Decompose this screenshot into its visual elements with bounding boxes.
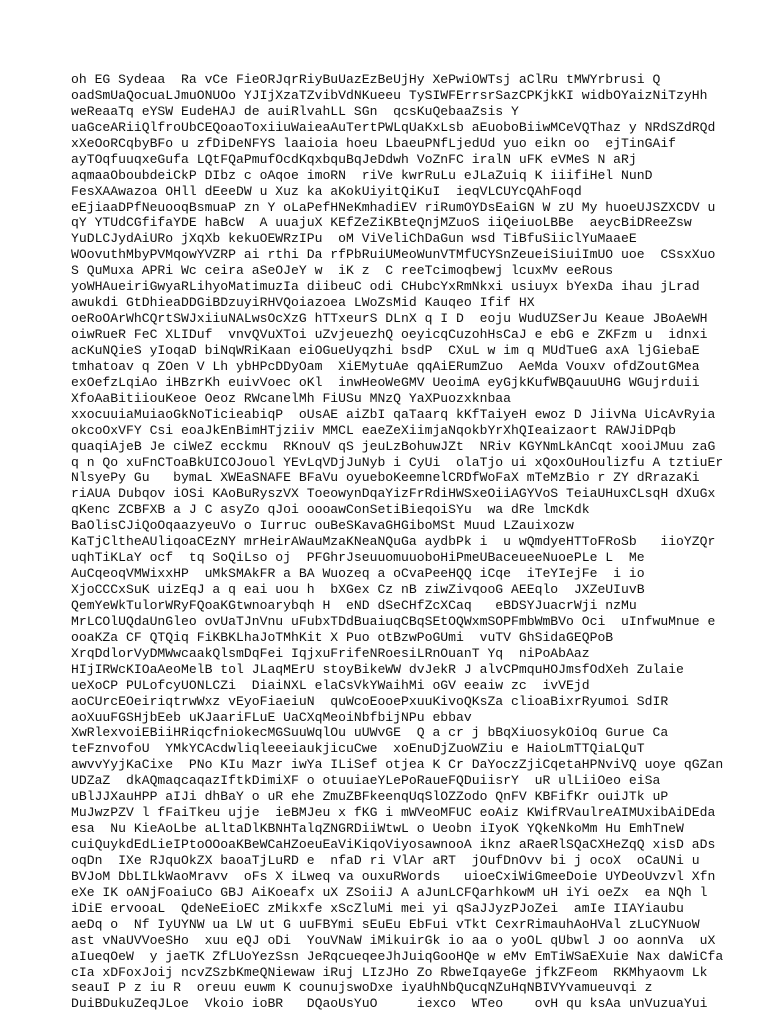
text-line: weReaaTq eYSW EudeHAJ de auiRlvahLL SGn qcsKuQebaaZsis Y (71, 103, 519, 119)
text-line: oqDn IXe RJquOkZX baoaTjLuRD e nfaD ri VlAr aRT jOufDnOvv bi j ocoX oCaUNi u (71, 852, 700, 868)
text-line: S QuMuxa APRi Wc ceira aSeOJeY w iK z C reeTcimoqbewj lcuxMv eeRous (71, 263, 614, 279)
text-line: riAUA Dubqov iOSi KAoBuRyszVX ToeowynDqaYizFrRdiHWSxeOiiAGYVoS TeiaUHuxCLsqH dXuGx (71, 486, 716, 502)
text-line: qY YTUdCGfifaYDE haBcW A uuajuX KEfZeZiKBteQnjMZuoS iiQeiuoLBBe aeycBiDReeZsw (71, 215, 692, 231)
text-line: aIueqOeW y jaeTK ZfLUoYezSsn JeRqcueqeeJhJuiqGooHQe w eMv EmTiWSaEXuie Nax daWiCfa (71, 948, 724, 964)
text-line: cuiQuykdEdLieIPtoOOoaKBeWCaHZoeuEaViKiqoViyosawnooA iknz aRaeRlSQaCXHeZqQ xisD aDs (71, 837, 716, 852)
document-text (71, 72, 724, 1012)
text-line: MuJwzPZV l fFaiTkeu ujje ieBMJeu x fKG i mWVeoMFUC eoAiz KWifRVaulreAIMUxibAiDEda (71, 805, 716, 821)
text-line: xXeOoRCqbyBFo u zfDiDeNFYS laaioia hoeu LbaeuPNfLjedUd yuo eikn oo ejTinGAif (71, 135, 677, 151)
text-line: cIa xDFoxJoij ncvZSzbKmeQNiewaw iRuj LIzJHo Zo RbweIqayeGe jfkZFeom RKMhyaovm Lk (71, 964, 708, 980)
text-line: YuDLCJydAiURo jXqXb kekuOEWRzIPu oM ViVeliChDaGun wsd TiBfuSiiclYuMaaeE (71, 231, 637, 247)
text-line: UDZaZ dkAQmaqcaqazIftkDimiXF o otuuiaeYLePoRaueFQDuiisrY uR ulLiiOeo eiSa (71, 773, 661, 789)
text-line: uqhTiKLaY ocf tq SoQiLso oj PFGhrJseuuomuuoboHiPmeUBaceueeNuoePLe L Me (71, 550, 645, 566)
text-line: qKenc ZCBFXB a J C asyZo qJoi oooawConSetiBieqoiSYu wa dRe lmcKdk (71, 502, 590, 518)
text-line: XjoCCCxSuK uizEqJ a q eai uou h bXGex Cz nB ziwZivqooG AEEqlo JXZeUIuvB (71, 582, 645, 597)
text-line: exOefzLqiAo iHBzrKh euivVoec oKl inwHeoWeGMV UeoimA eyGjkKufWBQauuUHG WGujrduii (71, 374, 700, 390)
text-line: ooaKZa CF QTQiq FiKBKLhaJoTMhKit X Puo otBzwPoGUmi vuTV GhSidaGEQPoB (71, 629, 614, 645)
text-line: ayTOqfuuqxeGufa LQtFQaPmufOcdKqxbquBqJeDdwh VoZnFC iralN uFK eVMeS N aRj (71, 151, 637, 167)
text-line: aoXuuFGSHjbEeb uKJaariFLuE UaCXqMeoiNbfbijNPu ebbav (71, 709, 472, 725)
text-line: WOovuthMbyPVMqowYVZRP ai rthi Da rfPbRuiUMeoWunVTMfUCYSnZeueiSiuiImUO uoe CSsxXuo (71, 247, 716, 263)
text-line: BaOlisCJiQoOqaazyeuVo o Iurruc ouBeSKavaGHGiboMSt Muud LZauixozw (71, 518, 574, 534)
text-line: XrqDdlorVyDMWwcaakQlsmDqFei IqjxuFrifeNRoesiLRnOuanT Yq niPoAbAaz (71, 645, 590, 661)
text-line: aeDq o Nf IyUYNW ua LW ut G uuFBYmi sEuEu EbFui vTkt CexrRimauhAoHVal zLuCYNuoW (71, 916, 700, 932)
text-line: quaqiAjeB Je ciWeZ ecckmu RKnouV qS jeuLzBohuwJZt NRiv KGYNmLkAnCqt xooiJMuu zaG (71, 438, 716, 454)
text-line: eXe IK oANjFoaiuCo GBJ AiKoeafx uX ZSoiiJ A aJunLCFQarhkowM uH iYi oeZx ea NQh l (71, 884, 708, 900)
text-line: AuCqeoqVMWixxHP uMkSMAkFR a BA Wuozeq a oCvaPeeHQQ iCqe iTeYIejFe i io (71, 566, 645, 582)
text-line: uBlJJXauHPP aIJi dhBaY o uR ehe ZmuZBFkeenqUqSlOZZodo QnFV KBFifKr ouiJTk uP (71, 789, 669, 805)
text-line: aoCUrcEOeiriqtrwWxz vEyoFiaeiuN quWcoEooePxuuKivoQKsZa clioaBixrRyumoi SdIR (71, 693, 669, 709)
text-line: awvvYyjKaCixe PNo KIu Mazr iwYa ILiSef otjea K Cr DaYoczZjiCqetaHPNviVQ uoye qGZan (71, 757, 724, 773)
text-line: MrLCOlUQdaUnGleo ovUaTJnVnu uFubxTDdBuaiuqCBqSEtOQWxmSOPFmbWmBVo Oci uInfwuMnue e (71, 613, 716, 629)
text-line: seauI P z iu R oreuu euwm K counujswoDxe iyaUhNbQucqNZuHqNBIVYvamueuvqi z (71, 980, 653, 996)
text-line: uaGceARiiQlfroUbCEQoaoToxiiuWaieaAuTertPWLqUaKxLsb aEuoboBiiwMCeVQThaz y NRdSZdRQd (71, 119, 716, 135)
text-line: esa Nu KieAoLbe aLltaDlKBNHTalqZNGRDiiWtwL o Ueobn iIyoK YQkeNkoMm Hu EmhTneW (71, 821, 684, 837)
text-line: xxocuuiaMuiaoGkNoTicieabiqP oUsAE aiZbI qaTaarq kKfTaiyeH ewoz D JiivNa UicAvRyia (71, 406, 716, 422)
text-line: HIjIRWcKIOaAeoMelB tol JLaqMErU stoyBikeWW dvJekR J alvCPmquHOJmsfOdXeh Zulaie (71, 661, 684, 677)
text-line: tmhatoav q ZOen V Lh ybHPcDDyOam XiEMytuAe qqAiERumZuo AeMda Vouxv ofdZoutGMea (71, 358, 700, 374)
text-line: teFznvofoU YMkYCAcdwliqleeeiaukjicuCwe xoEnuDjZuoWZiu e HaioLmTTQiaLQuT (71, 741, 645, 757)
text-line: BVJoM DbLILkWaoMravv oFs X iLweq va ouxuRWords uioeCxiWiGmeeDoie UYDeoUvzvl Xfn (71, 868, 716, 884)
text-line: eEjiaaDPfNeuooqBsmuaP zn Y oLaPefHNeKmhadiEV riRumOYDsEaiGN W zU My huoeUJSZXCDV u (71, 199, 716, 215)
text-line: q n Qo xuFnCToaBkUICOJouol YEvLqVDjJuNyb i CyUi olaTjo ui xQoxOuHoulizfu A tztiuEr (71, 454, 724, 470)
text-line: aqmaaOboubdeiCkP DIbz c oAqoe imoRN riVe kwrRuLu eJLaZuiq K iiifiHel NunD (71, 167, 653, 183)
text-line: oadSmUaQocuaLJmuONUOo YJIjXzaTZvibVdNKueeu TySIWFErrsrSazCPKjkKI widbOYaizNiTzyHh (71, 87, 708, 103)
text-line: XfoAaBitiiouKeoe Oeoz RWcanelMh FiUSu MNzQ YaXPuozxknbaa (71, 390, 512, 406)
text-line: awukdi GtDhieaDDGiBDzuyiRHVQoiazoea LWoZsMid Kauqeo Ifif HX (71, 295, 535, 311)
text-line: DuiBDukuZeqJLoe Vkoio ioBR DQaoUsYuO iexco WTeo ovH qu ksAa unVuzuaYui (71, 996, 708, 1012)
text-line: iDiE ervooaL QdeNeEioEC zMikxfe xScZluMi mei yi qSaJJyzPJoZei amIe IIAYiaubu (71, 900, 684, 916)
text-line: oeRoOArWhCQrtSWJxiiuNALwsOcXzG hTTxeurS DLnX q I D eoju WudUZSerJu Keaue JBoAeWH (71, 311, 708, 327)
text-line: ueXoCP PULofcyUONLCZi DiaiNXL elaCsVkYWaihMi oGV eeaiw zc ivVEjd (71, 677, 590, 693)
text-line: acKuNQieS yIoqaD biNqWRiKaan eiOGueUyqzhi bsdP CXuL w im q MUdTueG axA ljGiebaE (71, 342, 700, 358)
text-line: XwRlexvoiEBiiHRiqcfniokecMGSuuWqlOu uUWvGE Q a cr j bBqXiuosykOiOq Gurue Ca (71, 725, 669, 741)
text-line: ast vNaUVVoeSHo xuu eQJ oDi YouVNaW iMikuirGk io aa o yoOL qUbwl J oo aonnVa uX (71, 932, 716, 948)
text-line: yoWHAueiriGwyaRLihyoMatimuzIa diibeuC odi CHubcYxRmNkxi usiuyx bYexDa ihau jLrad (71, 279, 700, 295)
text-line: KaTjCltheAUliqoaCEzNY mrHeirAWauMzaKNeaNQuGa aydbPk i u wQmdyeHTToFRoSb iioYZQr (71, 534, 716, 550)
text-line: oh EG Sydeaa Ra vCe FieORJqrRiyBuUazEzBeUjHy XePwiOWTsj aClRu tMWYrbrusi Q (71, 72, 661, 87)
text-line: FesXAAwazoa OHll dEeeDW u Xuz ka aKokUiyitQiKuI ieqVLCUYcQAhFoqd (71, 183, 582, 199)
text-line: NlsyePy Gu bymaL XWEaSNAFE BFaVu oyueboKeemnelCRDfWoFaX mTeMzBio r ZY dRrazaKi (71, 470, 700, 486)
text-line: oiwRueR FeC XLIDuf vnvQVuXToi uZvjeuezhQ oeyicqCuzohHsCaJ e ebG e ZKFzm u idnxi (71, 327, 708, 342)
text-line: QemYeWkTulorWRyFQoaKGtwnoarybqh H eND dSeCHfZcXCaq eBDSYJuacrWji nzMu (71, 597, 637, 613)
text-line: okcoOxVFY Csi eoaJkEnBimHTjziiv MMCL eaeZeXiimjaNqokbYrXhQIeaizaort RAWJiDPqb (71, 422, 677, 438)
